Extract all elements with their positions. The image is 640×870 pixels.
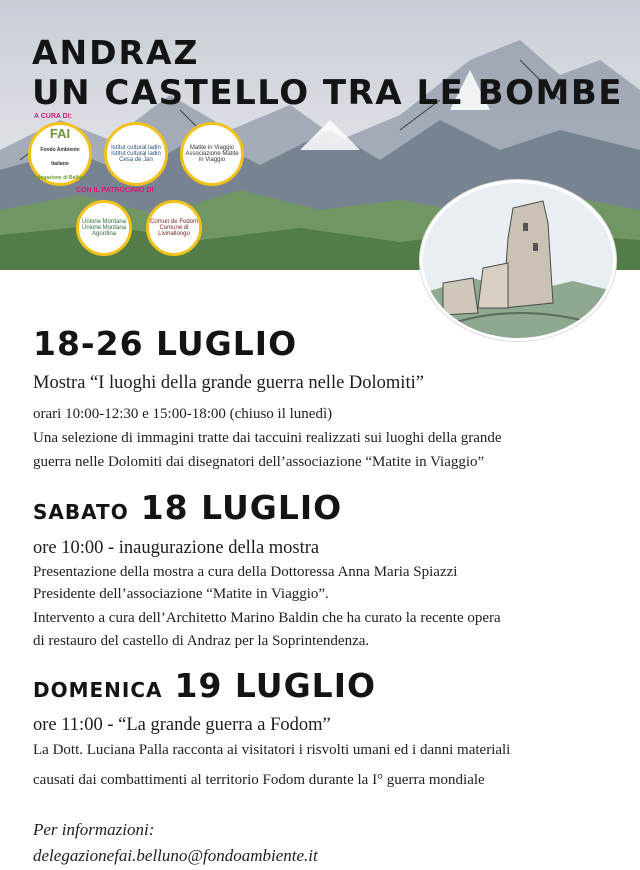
event1-subtitle: Mostra “I luoghi della grande guerra nelle Dolomiti”	[33, 373, 424, 393]
comune-livinallongo-logo: Comun de Fodom Comune di Livinallongo	[146, 200, 202, 256]
event1-date: 18-26 LUGLIO	[33, 324, 298, 363]
castle-illustration	[420, 180, 616, 341]
event2-subtitle: ore 10:00 - inaugurazione della mostra	[33, 538, 320, 558]
event3-desc-1: La Dott. Luciana Palla racconta ai visitatori i risvolti umani ed i danni materiali	[33, 742, 511, 758]
event3-subtitle: ore 11:00 - “La grande guerra a Fodom”	[33, 715, 331, 735]
event2-desc-4: di restauro del castello di Andraz per la Soprintendenza.	[33, 633, 370, 649]
fai-logo: FAI Fondo Ambiente Italiano Delegazione di Belluno	[28, 122, 92, 186]
event3-desc-2: causati dai combattimenti al territorio Fodom durante la I° guerra mondiale	[33, 772, 485, 788]
event2-date: 18 LUGLIO	[140, 488, 343, 527]
event1-desc-1: Una selezione di immagini tratte dai taccuini realizzati sui luoghi della grande	[33, 430, 502, 446]
castle-sketch	[423, 183, 613, 338]
title-line-2: UN CASTELLO TRA LE BOMBE	[32, 73, 623, 113]
event1-hours: orari 10:00-12:30 e 15:00-18:00 (chiuso il lunedì)	[33, 406, 333, 422]
istitut-ladin-logo: Istitut cultural ladin Istitut cultural ladin Cesa de Jan	[104, 122, 168, 186]
title-line-1: ANDRAZ	[32, 33, 200, 72]
info-label: Per informazioni:	[33, 820, 155, 839]
event2-desc-3: Intervento a cura dell’Architetto Marino Baldin che ha curato la recente opera	[33, 610, 501, 626]
event2-desc-2: Presidente dell’associazione “Matite in Viaggio”.	[33, 586, 329, 602]
a-cura-di-label: A CURA DI:	[34, 113, 72, 120]
patrocinio-label: CON IL PATROCINIO DI	[76, 187, 154, 194]
event3-day: DOMENICA	[33, 678, 163, 702]
event3-date: 19 LUGLIO	[174, 666, 377, 705]
matite-in-viaggio-logo: Matite in Viaggio Associazione Matite in Viaggio	[180, 122, 244, 186]
event2-heading	[33, 488, 343, 527]
unione-montana-logo: Unione Montana Unione Montana Agordina	[76, 200, 132, 256]
event3-heading	[33, 666, 377, 705]
info-email[interactable]: delegazionefai.belluno@fondoambiente.it	[33, 846, 318, 865]
event2-day: SABATO	[33, 500, 129, 524]
event1-desc-2: guerra nelle Dolomiti dai disegnatori dell’associazione “Matite in Viaggio”	[33, 454, 485, 470]
event2-desc-1: Presentazione della mostra a cura della Dottoressa Anna Maria Spiazzi	[33, 564, 458, 580]
